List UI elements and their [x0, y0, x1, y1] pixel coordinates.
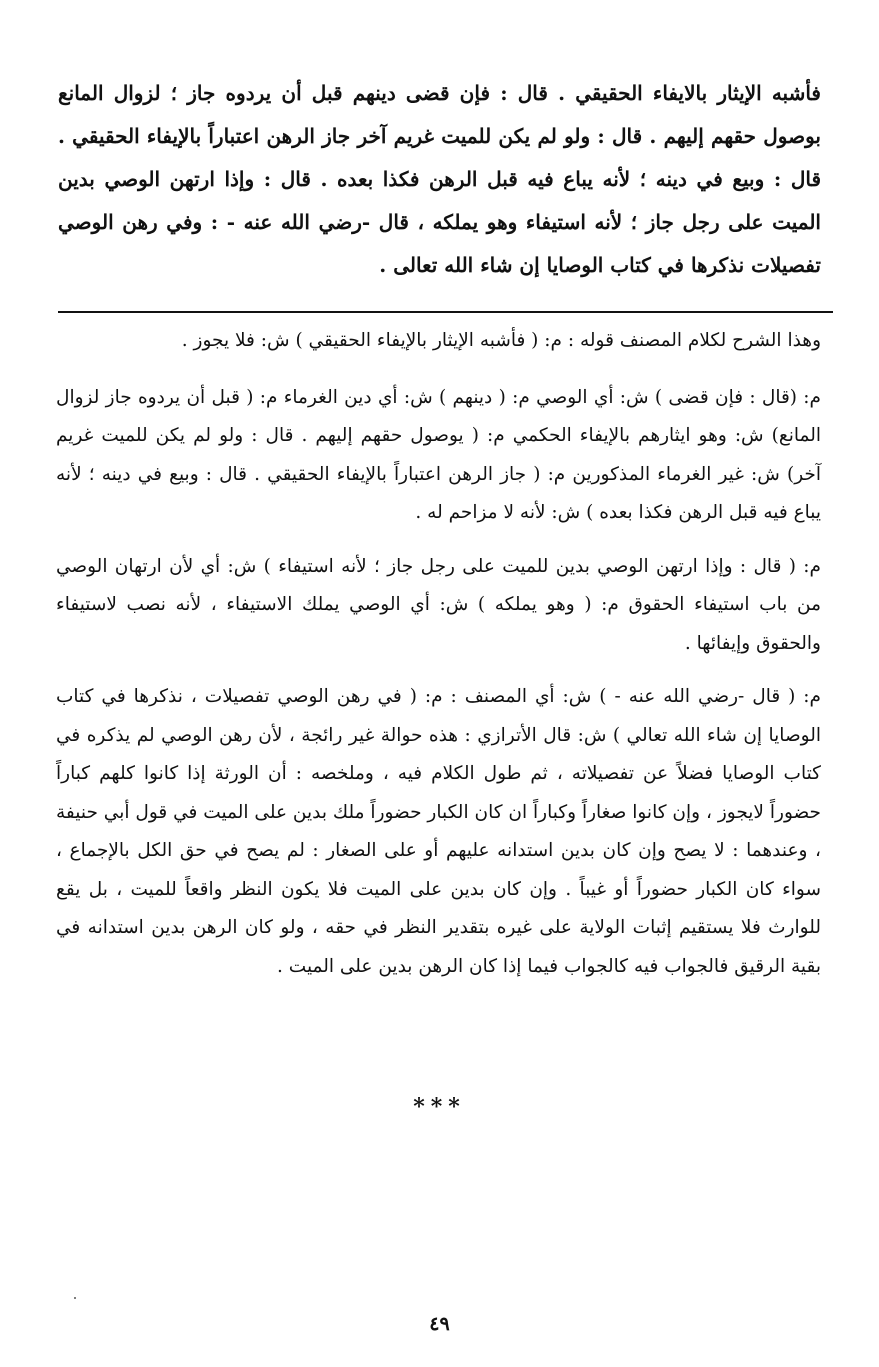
page-speck	[74, 1297, 76, 1299]
footnote-divider	[58, 311, 833, 313]
commentary-paragraph-1: وهذا الشرح لكلام المصنف قوله : م: ( فأشبه الإيثار بالإيفاء الحقيقي ) ش: فلا يجوز .	[181, 330, 821, 351]
section-separator: ***	[413, 1094, 466, 1120]
commentary-paragraph-3: م: ( قال : وإذا ارتهن الوصي بدين للميت على رجل جاز ؛ لأنه استيفاء ) ش: أي لأن ارتهان الوصي من باب استيفاء الحقوق م: ( وهو يملكه ) ش: أي الوصي يملك الاستيفاء ، لأنه نصب لاستيفاء والحقوق وإيفائها .	[56, 555, 821, 654]
commentary-paragraph-2: م: (قال : فإن قضى ) ش: أي الوصي م: ( دينهم ) ش: أي دين الغرماء م: ( قبل أن يردوه جاز لزوال المانع) ش: وهو ايثارهم بالإيفاء الحكمي م: ( يوصول حقهم إليهم . قال : ولو لم يكن للميت غريم آخر) ش: غير الغرماء المذكورين م: ( جاز الرهن اعتباراً بالإيفاء الحقيقي . قال : وبيع في دينه ؛ لأنه يباع فيه قبل الرهن فكذا بعده ) ش: لأنه لا مزاحم له .	[56, 386, 821, 523]
page-number: ٤٩	[429, 1313, 450, 1335]
main-text-block	[58, 72, 821, 287]
commentary-block	[56, 322, 821, 1001]
commentary-paragraph-4: م: ( قال -رضي الله عنه - ) ش: أي المصنف : م: ( في رهن الوصي تفصيلات ، نذكرها في كتاب الوصايا إن شاء الله تعالي ) ش: قال الأترازي : هذه حوالة غير رائجة ، لأن رهن الوصي لم يذكره في كتاب الوصايا فضلاً عن تفصيلاته ، ثم طول الكلام فيه ، وملخصه : أن الورثة إذا كانوا كلهم كباراً حضوراً لايجوز ، وإن كانوا صغاراً وكباراً ان كان الكبار حضوراً ملك بدين على الميت في قول أبي حنيفة ، وعندهما : لا يصح وإن كان بدين استدانه عليهم أو على الصغار : لم يصح في حق الكل بالإجماع ، سواء كان الكبار حضوراً أو غيباً . وإن كان بدين على الميت فلا يكون النظر واقعاً للميت ، بل يقع للوارث فلا يستقيم إثبات الولاية على غيره بتقدير النظر في حقه ، ولو كان الرهن بدين استدانه في بقية الرقيق فالجواب فيه كالجواب فيما إذا كان الرهن بدين على الميت .	[56, 686, 821, 977]
main-paragraph: فأشبه الإيثار بالايفاء الحقيقي . قال : فإن قضى دينهم قبل أن يردوه جاز ؛ لزوال المانع بوصول حقهم إليهم . قال : ولو لم يكن للميت غريم آخر جاز الرهن اعتباراً بالإيفاء الحقيقي . قال : وبيع في دينه ؛ لأنه يباع فيه قبل الرهن فكذا بعده . قال : وإذا ارتهن الوصي بدين الميت على رجل جاز ؛ لأنه استيفاء وهو يملكه ، قال -رضي الله عنه - : وفي رهن الوصي تفصيلات نذكرها في كتاب الوصايا إن شاء الله تعالى .	[58, 81, 821, 277]
